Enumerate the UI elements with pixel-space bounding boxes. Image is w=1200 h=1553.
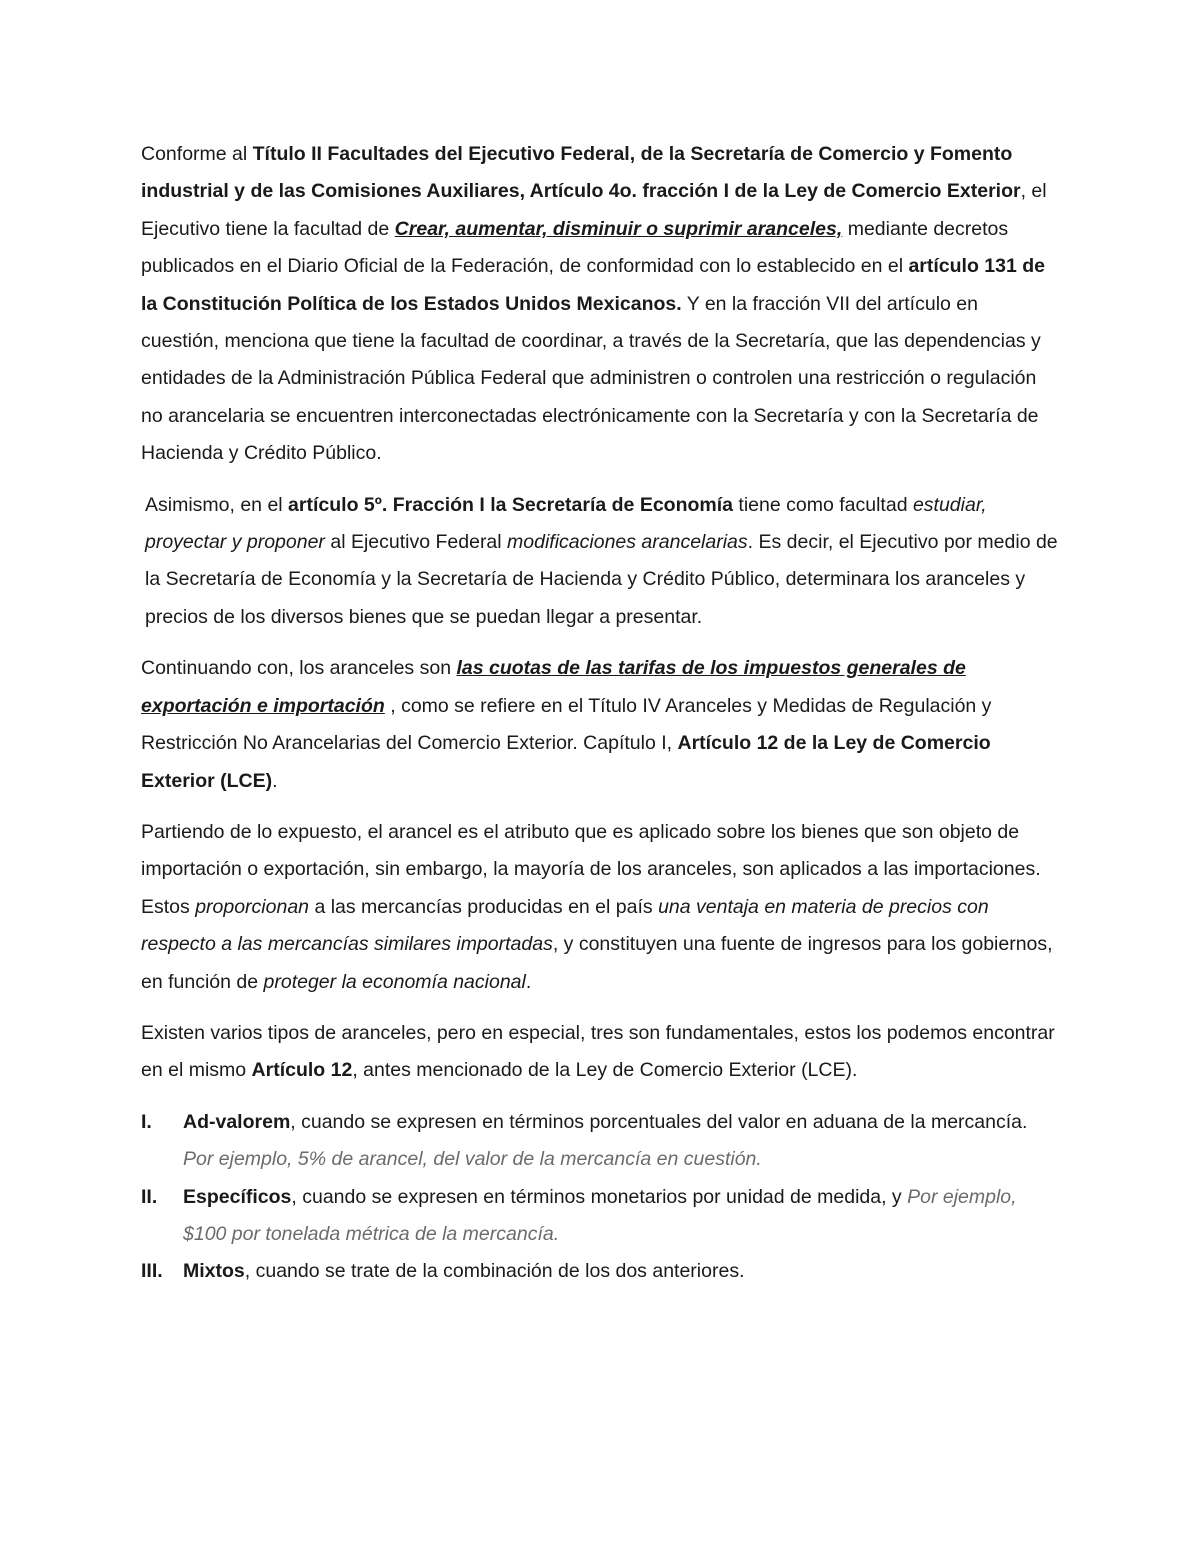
paragraph-5 (141, 1015, 1061, 1090)
paragraph-4 (141, 814, 1061, 1001)
underlined-bold-text: las cuotas de las tarifas de los impuestos generales de exportación e importación (141, 657, 966, 717)
list-text: , cuando se expresen en términos porcentuales del valor en aduana de la mercancía. (290, 1110, 1028, 1133)
text: mediante decretos publicados en el Diario Oficial de la Federación, de conformidad con lo establecido en el (141, 217, 1009, 278)
text: Y en la fracción VII del artículo en cuestión, menciona que tiene la facultad de coordinar, a través de la Secretaría, que las dependencias y entidades de la Administración Pública Federal que administren o controlen una restricción o regulación no arancelaria se encuentren interconectadas electrónicamente con la Secretaría y con la Secretaría de Hacienda y Crédito Público. (141, 292, 1041, 465)
list-item (141, 1179, 1061, 1254)
text: Continuando con, los aranceles son (141, 657, 457, 680)
text: , el Ejecutivo tiene la facultad de (141, 180, 1047, 240)
list-term: Mixtos (183, 1260, 245, 1283)
text: , antes mencionado de la Ley de Comercio Exterior (LCE). (352, 1059, 858, 1082)
underlined-bold-text: Crear, aumentar, disminuir o suprimir aranceles, (394, 217, 843, 240)
bold-text: Artículo 12 (251, 1059, 353, 1082)
paragraph-1 (141, 136, 1061, 473)
bold-text: Título II Facultades del Ejecutivo Federal, de la Secretaría de Comercio y Fomento industrial y de las Comisiones Auxiliares, Artículo 4o. fracción I de la Ley de Comercio Exterior (141, 143, 1021, 203)
bold-text: artículo 131 de la Constitución Política de los Estados Unidos Mexicanos. (141, 255, 1046, 315)
list-example: Por ejemplo, $100 por tonelada métrica de la mercancía. (183, 1185, 1017, 1245)
text: . (272, 769, 278, 792)
italic-text: estudiar, proyectar y proponer (145, 493, 987, 554)
paragraph-3 (141, 650, 1061, 800)
list-number: III. (141, 1260, 163, 1283)
list-item (141, 1253, 1061, 1290)
text: Conforme al (141, 143, 253, 165)
italic-text: modificaciones arancelarias (507, 531, 748, 554)
document-page (141, 136, 1061, 1291)
text: al Ejecutivo Federal (324, 531, 508, 554)
text: . (525, 970, 532, 993)
text: Asimismo, en el (145, 493, 289, 516)
list-item (141, 1104, 1061, 1179)
list-example: Por ejemplo, 5% de arancel, del valor de la mercancía en cuestión. (183, 1148, 762, 1171)
italic-text: proporcionan (195, 895, 310, 918)
list-number: II. (141, 1185, 158, 1208)
list-text: , cuando se trate de la combinación de los dos anteriores. (244, 1260, 745, 1283)
list-number: I. (141, 1110, 152, 1133)
tariff-types-list (141, 1104, 1061, 1291)
text: , como se refiere en el Título IV Aranceles y Medidas de Regulación y Restricción No Arancelarias del Comercio Exterior. Capítulo I, (141, 694, 992, 755)
paragraph-2 (141, 487, 1061, 637)
italic-text: una ventaja en materia de precios con respecto a las mercancías similares importadas (141, 895, 989, 956)
list-term: Ad-valorem (183, 1110, 291, 1133)
italic-text: proteger la economía nacional (263, 970, 526, 993)
text: . Es decir, el Ejecutivo por medio de la Secretaría de Economía y la Secretaría de Hacienda y Crédito Público, determinara los aranceles y precios de los diversos bienes que se puedan llegar a presentar. (145, 531, 1058, 628)
text: a las mercancías producidas en el país (309, 895, 659, 918)
bold-text: artículo 5º. Fracción I la Secretaría de Economía (288, 493, 734, 516)
list-term: Específicos (183, 1185, 292, 1208)
bold-text: Artículo 12 de la Ley de Comercio Exterior (LCE) (141, 732, 991, 792)
text: Existen varios tipos de aranceles, pero en especial, tres son fundamentales, estos los podemos encontrar en el mismo (141, 1021, 1055, 1082)
text: tiene como facultad (733, 493, 913, 516)
text: Partiendo de lo expuesto, el arancel es el atributo que es aplicado sobre los bienes que son objeto de importación o exportación, sin embargo, la mayoría de los aranceles, son aplicados a las importaciones. Estos (141, 820, 1041, 918)
list-text: , cuando se expresen en términos monetarios por unidad de medida, y (291, 1185, 908, 1208)
text: , y constituyen una fuente de ingresos para los gobiernos, en función de (141, 933, 1053, 993)
